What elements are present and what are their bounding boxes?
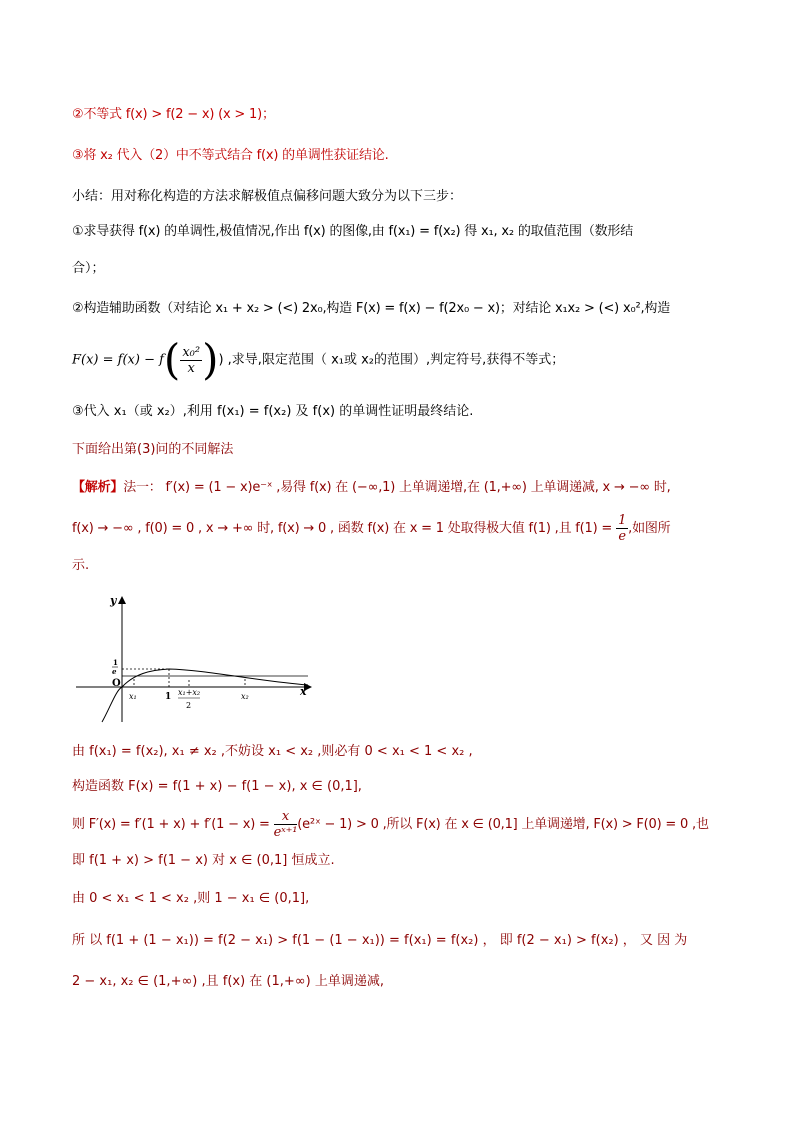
summary-step-1a: ①求导获得 f(x) 的单调性,极值情况,作出 f(x) 的图像,由 f(x₁) = f(x₂) 得 x₁, x₂ 的取值范围（数形结 (72, 224, 634, 239)
y-axis-arrow (118, 596, 126, 604)
origin-label: O (112, 678, 121, 689)
y-axis-label: y (110, 594, 117, 607)
analysis-line-2-right: ,如图所 (628, 521, 671, 536)
step-3-line: ③将 x₂ 代入（2）中不等式结合 f(x) 的单调性获证结论. (72, 148, 389, 163)
proof-line-3-left: 则 F′(x) = f′(1 + x) + f′(1 − x) = (72, 817, 274, 832)
proof-line-7: 2 − x₁, x₂ ∈ (1,+∞) ,且 f(x) 在 (1,+∞) 上单调递减, (72, 974, 384, 989)
midpoint-denominator: 2 (186, 701, 192, 710)
analysis-line-3: 示. (72, 558, 90, 573)
analysis-line-2-fraction: $\frac{1}{e}$ (618, 513, 627, 544)
summary-step-1b: 合）； (72, 261, 105, 276)
summary-step-2b-right: ) ,求导,限定范围（ x₁或 x₂的范围）,判定符号,获得不等式； (218, 352, 565, 368)
summary-title: 小结：用对称化构造的方法求解极值点偏移问题大致分为以下三步： (72, 189, 463, 204)
tick-label-one: 1 (165, 692, 172, 702)
y-fraction-denominator: e (112, 667, 117, 676)
analysis-line-1-text: 法一： f′(x) = (1 − x)e⁻ˣ ,易得 f(x) 在 (−∞,1) 上单调递增,在 (1,+∞) 上单调递减, x → −∞ 时, (123, 480, 671, 495)
y-fraction-numerator: 1 (113, 658, 118, 667)
proof-line-1: 由 f(x₁) = f(x₂), x₁ ≠ x₂ ,不妨设 x₁ < x₂ ,则必有 0 < x₁ < 1 < x₂ , (72, 744, 473, 759)
proof-line-5: 由 0 < x₁ < 1 < x₂ ,则 1 − x₁ ∈ (0,1], (72, 891, 310, 906)
x2-label: x₂ (241, 692, 249, 701)
alt-solution-title: 下面给出第(3)问的不同解法 (72, 442, 234, 457)
analysis-line-2 (72, 513, 670, 545)
analysis-line-1 (72, 478, 671, 498)
analysis-tag: 【解析】 (72, 480, 124, 495)
summary-step-2a: ②构造辅助函数（对结论 x₁ + x₂ > (<) 2x₀,构造 F(x) = f(x) − f(2x₀ − x)；对结论 x₁x₂ > (<) x₀²,构造 (72, 301, 671, 316)
x-axis-label: x (300, 685, 307, 698)
proof-line-6: 所 以 f(1 + (1 − x₁)) = f(2 − x₁) > f(1 − (1 − x₁)) = f(x₁) = f(x₂) ， 即 f(2 − x₁) > f(x₂) ， 又 因 为 (72, 933, 688, 948)
summary-step-2b-left: F(x) = f(x) − f (72, 352, 164, 368)
proof-line-2: 构造函数 F(x) = f(1 + x) − f(1 − x), x ∈ (0,1], (72, 779, 362, 794)
proof-line-4: 即 f(1 + x) > f(1 − x) 对 x ∈ (0,1] 恒成立. (72, 853, 335, 868)
step-2-line: ②不等式 f(x) > f(2 − x) (x > 1)； (72, 107, 275, 122)
summary-step-3: ③代入 x₁（或 x₂）,利用 f(x₁) = f(x₂) 及 f(x) 的单调性证明最终结论. (72, 404, 474, 419)
proof-line-3 (72, 808, 709, 842)
midpoint-numerator: x₁+x₂ (178, 688, 201, 697)
proof-line-3-fraction: $\frac{x}{\text{eˣ⁺¹}}$ (273, 809, 298, 840)
summary-step-2b-fraction: $\frac{\text{x₀²}}{x}$ (182, 344, 201, 376)
analysis-line-2-left: f(x) → −∞ , f(0) = 0 , x → +∞ 时, f(x) → 0 , 函数 f(x) 在 x = 1 处取得极大值 f(1) ,且 f(1) = (72, 521, 617, 536)
summary-step-2b: F(x) = f(x) − f( $\frac{\text{x₀²}}{x}$ )) ,求导,限定范围（ x₁或 x₂的范围）,判定符号,获得不等式； (72, 335, 565, 384)
x1-label: x₁ (129, 692, 137, 701)
function-graph (72, 590, 322, 725)
proof-line-3-right: (e²ˣ − 1) > 0 ,所以 F(x) 在 x ∈ (0,1] 上单调递增, F(x) > F(0) = 0 ,也 (297, 817, 709, 832)
